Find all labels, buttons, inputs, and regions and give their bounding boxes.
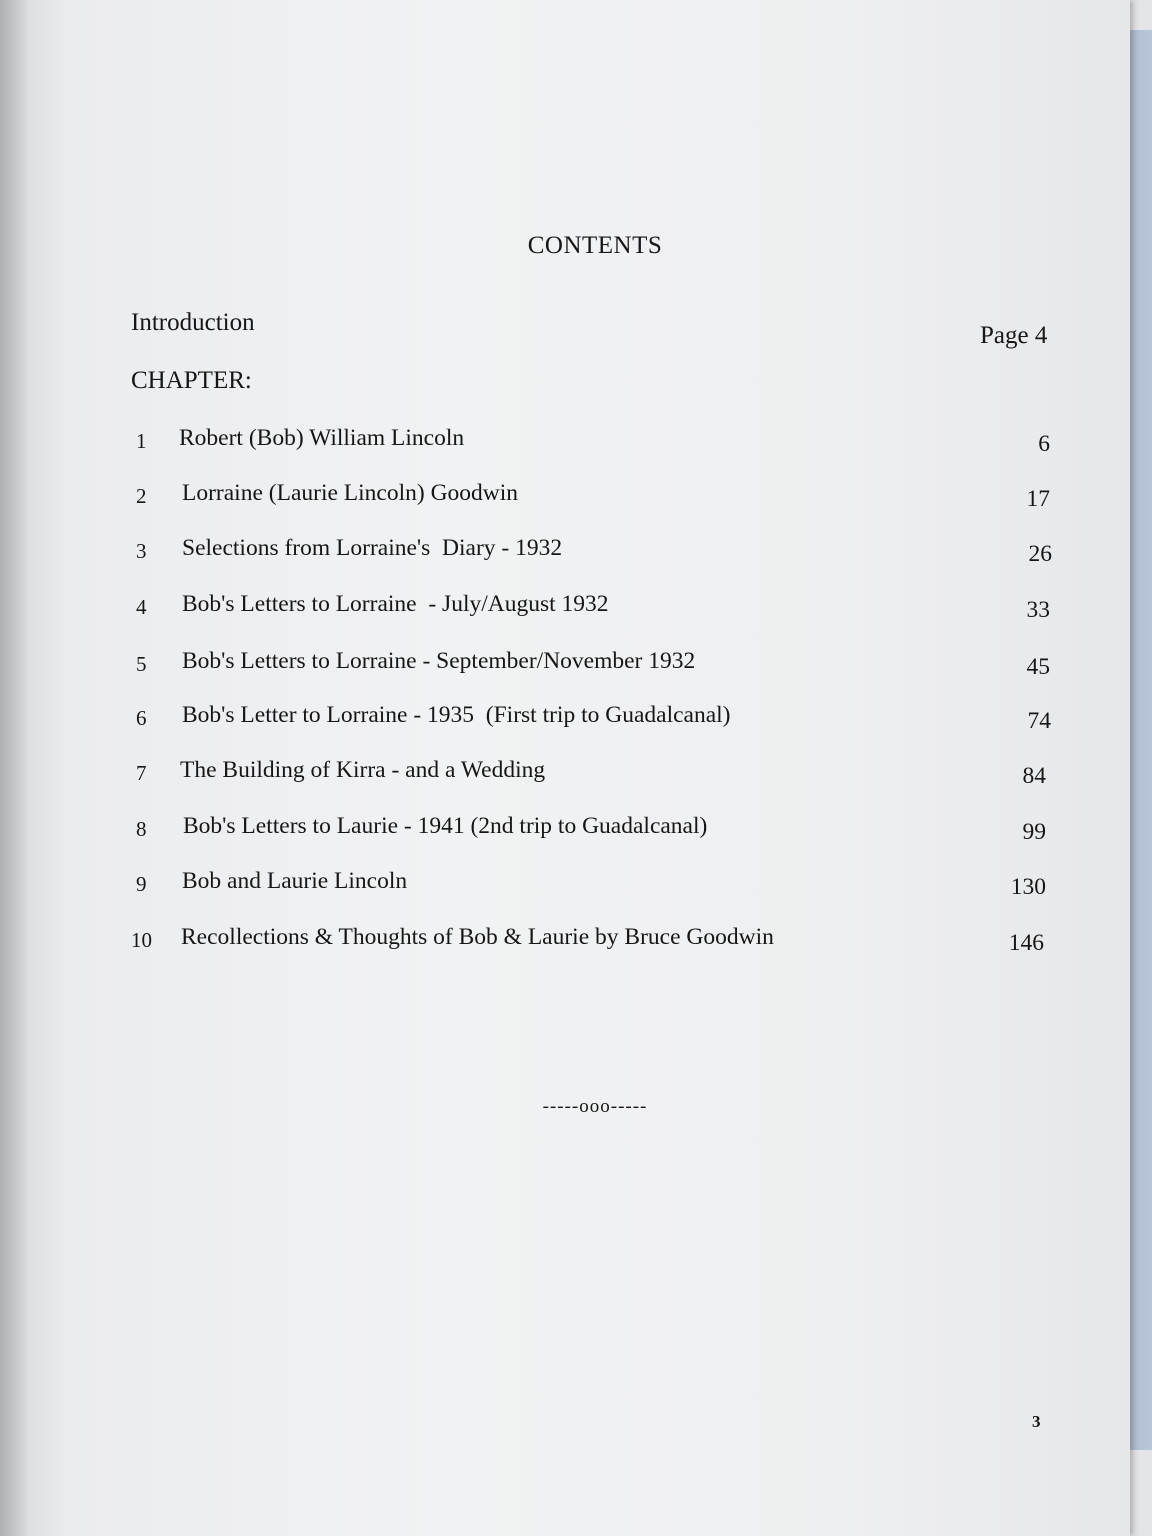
chapter-number: 2: [136, 484, 147, 508]
chapter-title: Bob's Letters to Lorraine - September/November 1932: [182, 648, 696, 674]
section-separator: -----ooo-----: [542, 1096, 648, 1117]
chapter-page: 6: [1038, 431, 1050, 457]
chapter-page: 17: [1026, 486, 1050, 512]
chapter-number: 10: [131, 928, 152, 952]
contents-title: CONTENTS: [527, 232, 663, 259]
chapter-title: Bob's Letter to Lorraine - 1935 (First trip to Guadalcanal): [182, 702, 731, 728]
chapter-title: Recollections & Thoughts of Bob & Laurie by Bruce Goodwin: [181, 924, 774, 950]
chapter-number: 1: [136, 429, 147, 453]
chapter-title: Selections from Lorraine's Diary - 1932: [182, 535, 563, 561]
page-number: 3: [1032, 1412, 1041, 1431]
chapter-page: 84: [1022, 763, 1046, 789]
chapter-page: 45: [1026, 654, 1050, 680]
chapter-title: Bob's Letters to Lorraine - July/August 1932: [182, 591, 609, 617]
toc-entry-7: [0, 757, 1130, 797]
introduction-page: Page 4: [980, 322, 1048, 349]
toc-entry-8: [0, 813, 1130, 853]
chapter-heading: CHAPTER:: [131, 367, 252, 394]
toc-entry-5: [0, 648, 1130, 688]
chapter-number: 9: [136, 872, 147, 896]
toc-entry-9: [0, 868, 1130, 908]
chapter-number: 6: [136, 706, 147, 730]
toc-entry-3: [0, 535, 1130, 575]
toc-entry-4: [0, 591, 1130, 631]
chapter-number: 5: [136, 652, 147, 676]
chapter-number: 8: [136, 817, 147, 841]
chapter-page: 26: [1028, 541, 1052, 567]
toc-entry-10: [0, 924, 1130, 964]
chapter-page: 74: [1027, 708, 1051, 734]
chapter-number: 4: [136, 595, 147, 619]
chapter-title: Lorraine (Laurie Lincoln) Goodwin: [182, 480, 519, 506]
chapter-page: 146: [1008, 930, 1044, 956]
toc-entry-6: [0, 702, 1130, 742]
chapter-title: The Building of Kirra - and a Wedding: [180, 757, 546, 783]
chapter-page: 33: [1026, 597, 1050, 623]
chapter-title: Bob's Letters to Laurie - 1941 (2nd trip to Guadalcanal): [183, 813, 708, 839]
toc-entry-1: [0, 425, 1130, 465]
chapter-title: Bob and Laurie Lincoln: [182, 868, 408, 894]
chapter-page: 130: [1010, 874, 1046, 900]
introduction-label: Introduction: [131, 309, 255, 336]
chapter-number: 7: [136, 761, 147, 785]
chapter-page: 99: [1022, 819, 1046, 845]
toc-entry-2: [0, 480, 1130, 520]
chapter-title: Robert (Bob) William Lincoln: [179, 425, 465, 451]
chapter-number: 3: [136, 539, 147, 563]
